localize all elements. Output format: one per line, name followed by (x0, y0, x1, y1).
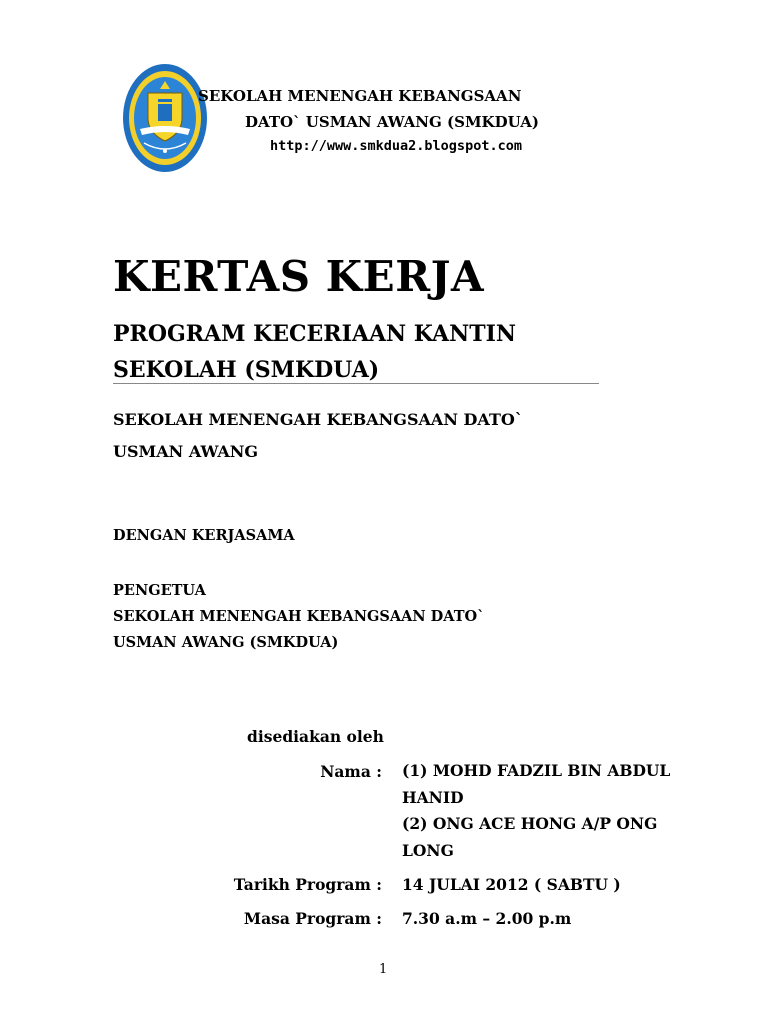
school-crest-icon (122, 63, 208, 173)
principal-title: PENGETUA (113, 582, 206, 599)
header-website-link[interactable]: http://www.smkdua2.blogspot.com (270, 138, 522, 154)
program-time-value: 7.30 a.m – 2.00 p.m (402, 909, 572, 928)
subtitle-line-1: PROGRAM KECERIAAN KANTIN (113, 321, 516, 347)
school-name-block (113, 404, 523, 468)
page-number: 1 (379, 962, 388, 977)
header-school-line-2: DATO` USMAN AWANG (SMKDUA) (245, 113, 539, 131)
author-name-line: (2) ONG ACE HONG A/P ONG (402, 814, 658, 833)
title-divider (113, 383, 599, 384)
author-name-line: LONG (402, 840, 454, 860)
subtitle-line-2: SEKOLAH (SMKDUA) (113, 357, 380, 383)
document-subtitle (113, 316, 516, 388)
program-date-value: 14 JULAI 2012 ( SABTU ) (402, 875, 621, 894)
header-school-line-1: SEKOLAH MENENGAH KEBANGSAAN (198, 87, 522, 105)
program-time-label: Masa Program : (243, 909, 382, 928)
program-date-label: Tarikh Program : (233, 875, 382, 894)
school-line-1: SEKOLAH MENENGAH KEBANGSAAN DATO` (113, 410, 523, 429)
name-label: Nama : (320, 762, 382, 781)
principal-school-line-2: USMAN AWANG (SMKDUA) (113, 634, 339, 651)
author-name-line: HANID (402, 787, 464, 807)
principal-block (113, 578, 484, 656)
cooperation-heading: DENGAN KERJASAMA (113, 527, 295, 544)
author-names (402, 758, 670, 864)
principal-school-line-1: SEKOLAH MENENGAH KEBANGSAAN DATO` (113, 608, 485, 625)
document-title: KERTAS KERJA (113, 252, 485, 301)
author-name-line: (1) MOHD FADZIL BIN ABDUL (402, 761, 671, 780)
prepared-by-label: disediakan oleh (247, 727, 384, 746)
school-line-2: USMAN AWANG (113, 442, 259, 461)
